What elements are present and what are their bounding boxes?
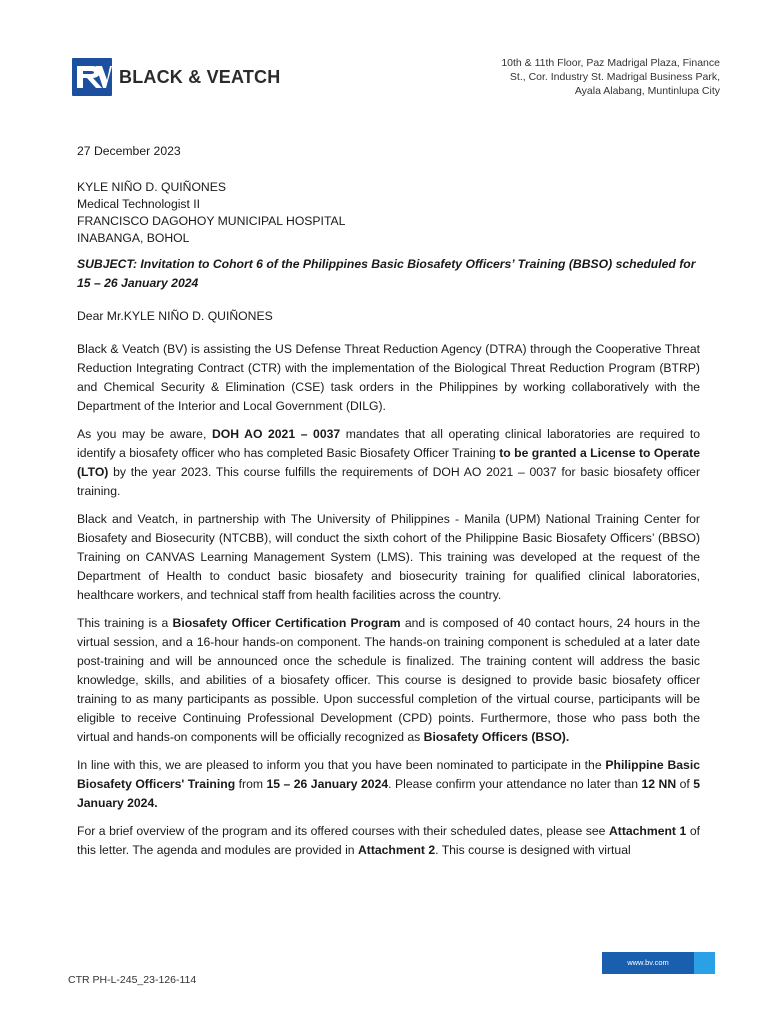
text-run: of <box>676 777 694 791</box>
bold-text: to be granted a License to Operate (LTO) <box>77 446 700 479</box>
website-link[interactable] <box>602 952 715 974</box>
paragraph-regulation <box>77 425 700 501</box>
salutation: Dear Mr.KYLE NIÑO D. QUIÑONES <box>77 309 273 323</box>
text-run: of this letter. The agenda and modules are provided in <box>77 824 700 857</box>
website-url[interactable]: www.bv.com <box>602 952 694 974</box>
recipient-organization: FRANCISCO DAGOHOY MUNICIPAL HOSPITAL <box>77 214 346 228</box>
paragraph-program <box>77 614 700 747</box>
bold-text: Biosafety Officers (BSO). <box>423 730 570 744</box>
recipient-block <box>77 179 700 247</box>
letter-date: 27 December 2023 <box>77 144 181 158</box>
paragraph-partnership: Black and Veatch, in partnership with The University of Philippines - Manila (UPM) National Training Center for Biosafety and Biosecurity (NTCBB), will conduct the sixth cohort of the Philippine Basic Biosafety Officers’ (BBSO) Training on CANVAS Learning Management System (LMS). This training was developed at the request of the Department of Health to conduct basic biosafety and biosecurity training for qualified clinical laboratories, healthcare workers, and technical staff from health facilities across the country. <box>77 512 700 602</box>
bv-logo-icon <box>72 58 112 96</box>
text-run: by the year 2023. This course fulfills the requirements of DOH AO 2021 – 0037 for basic biosafety officer training. <box>77 465 700 498</box>
text-run: from <box>235 777 267 791</box>
bold-text: Philippine Basic Biosafety Officers' Training <box>77 758 700 791</box>
address-line: Ayala Alabang, Muntinlupa City <box>574 85 720 97</box>
address-line: St., Cor. Industry St. Madrigal Business Park, <box>509 71 720 83</box>
paragraph-nomination <box>77 756 700 813</box>
bold-text: Biosafety Officer Certification Program <box>172 616 401 630</box>
text-run: In line with this, we are pleased to inform you that you have been nominated to participate in the <box>77 758 606 772</box>
recipient-name: KYLE NIÑO D. QUIÑONES <box>77 180 226 194</box>
company-logo <box>72 58 280 96</box>
text-run: mandates that all operating clinical laboratories are required to identify a biosafety officer who has completed Basic Biosafety Officer Training <box>77 427 700 460</box>
text-run: For a brief overview of the program and its offered courses with their scheduled dates, please see <box>77 824 609 838</box>
office-address <box>470 56 720 98</box>
bold-text: DOH AO 2021 – 0037 <box>211 427 341 441</box>
bold-text: 15 – 26 January 2024 <box>266 777 389 791</box>
letter-body <box>77 142 700 860</box>
brand-name: BLACK & VEATCH <box>119 66 281 87</box>
accent-block <box>694 952 715 974</box>
text-run: This training is a <box>77 616 173 630</box>
document-reference: CTR PH-L-245_23-126-114 <box>68 974 197 986</box>
text-run: . This course is designed with virtual <box>435 843 631 857</box>
bold-text: Attachment 2 <box>357 843 436 857</box>
bold-text: 5 January 2024. <box>77 777 701 810</box>
bold-text: Attachment 1 <box>608 824 687 838</box>
paragraph-background: Black & Veatch (BV) is assisting the US Defense Threat Reduction Agency (DTRA) through the Cooperative Threat Reduction Integrating Contract (CTR) with the implementation of the Biological Threat Reduction Program (BTRP) and Chemical Security & Elimination (CSE) task orders in the Philippines by working collaboratively with the Department of the Interior and Local Government (DILG). <box>77 342 700 413</box>
text-run: and is composed of 40 contact hours, 24 hours in the virtual session, and a 16-hour hands-on component. The hands-on training component is scheduled at a later date post-training and will be announced once the schedule is finalized. The training content will address the basic knowledge, skills, and abilities of a biosafety officer. This course is designed to provide basic biosafety officer training to as many participants as possible. Upon successful completion of the virtual course, participants will be eligible to receive Continuing Professional Development (CPD) points. Furthermore, those who pass both the virtual and hands-on components will be officially recognized as <box>77 616 700 744</box>
recipient-position: Medical Technologist II <box>77 197 201 211</box>
bold-text: 12 NN <box>641 777 677 791</box>
address-line: 10th & 11th Floor, Paz Madrigal Plaza, Finance <box>501 57 720 69</box>
text-run: As you may be aware, <box>77 427 212 441</box>
recipient-location: INABANGA, BOHOL <box>77 231 190 245</box>
letter-subject: SUBJECT: Invitation to Cohort 6 of the Philippines Basic Biosafety Officers’ Training (BBSO) scheduled for 15 – 26 January 2024 <box>77 257 696 290</box>
text-run: . Please confirm your attendance no later than <box>388 777 642 791</box>
paragraph-attachments <box>77 822 700 860</box>
